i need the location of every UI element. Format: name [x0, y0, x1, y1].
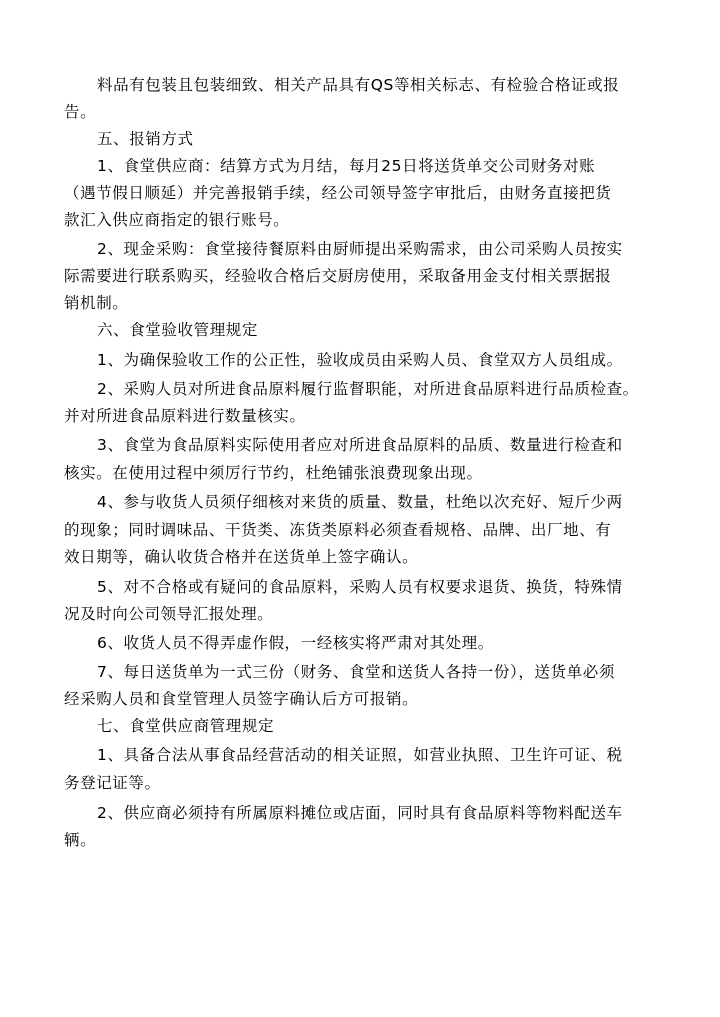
- paragraph-line: 料品有包装且包装细致、相关产品具有QS等相关标志、有检验合格证或报: [97, 76, 620, 94]
- paragraph-line: 1、食堂供应商：结算方式为月结，每月25日将送货单交公司财务对账: [97, 157, 596, 175]
- paragraph-line: 2、采购人员对所进食品原料履行监督职能，对所进食品原料进行品质检查。: [97, 380, 639, 398]
- paragraph-line: 4、参与收货人员须仔细核对来货的质量、数量，杜绝以次充好、短斤少两: [97, 493, 623, 511]
- paragraph-line: 核实。在使用过程中须厉行节约，杜绝铺张浪费现象出现。: [64, 464, 483, 482]
- paragraph-line: 告。: [64, 103, 97, 121]
- paragraph-line: 务登记证等。: [64, 774, 161, 792]
- paragraph-line: （遇节假日顺延）并完善报销手续，经公司领导签字审批后，由财务直接把货: [64, 184, 612, 202]
- section-heading: 六、食堂验收管理规定: [97, 321, 259, 339]
- paragraph-line: 3、食堂为食品原料实际使用者应对所进食品原料的品质、数量进行检查和: [97, 436, 623, 454]
- paragraph-line: 款汇入供应商指定的银行账号。: [64, 211, 290, 229]
- section-heading: 五、报销方式: [97, 130, 194, 148]
- paragraph-line: 并对所进食品原料进行数量核实。: [64, 407, 306, 425]
- paragraph-line: 辆。: [64, 831, 97, 849]
- paragraph-line: 1、具备合法从事食品经营活动的相关证照，如营业执照、卫生许可证、税: [97, 746, 623, 764]
- paragraph-line: 经采购人员和食堂管理人员签字确认后方可报销。: [64, 690, 419, 708]
- paragraph-line: 的现象；同时调味品、干货类、冻货类原料必须查看规格、品牌、出厂地、有: [64, 521, 612, 539]
- paragraph-line: 效日期等，确认收货合格并在送货单上签字确认。: [64, 548, 419, 566]
- paragraph-line: 1、为确保验收工作的公正性，验收成员由采购人员、食堂双方人员组成。: [97, 351, 623, 369]
- paragraph-line: 2、现金采购：食堂接待餐原料由厨师提出采购需求，由公司采购人员按实: [97, 240, 623, 258]
- paragraph-line: 6、收货人员不得弄虚作假，一经核实将严肃对其处理。: [97, 634, 494, 652]
- paragraph-line: 5、对不合格或有疑问的食品原料，采购人员有权要求退货、换货，特殊情: [97, 578, 623, 596]
- paragraph-line: 2、供应商必须持有所属原料摊位或店面，同时具有食品原料等物料配送车: [97, 804, 623, 822]
- paragraph-line: 销机制。: [64, 294, 129, 312]
- paragraph-line: 际需要进行联系购买，经验收合格后交厨房使用，采取备用金支付相关票据报: [64, 267, 612, 285]
- paragraph-line: 况及时向公司领导汇报处理。: [64, 605, 274, 623]
- section-heading: 七、食堂供应商管理规定: [97, 717, 275, 735]
- paragraph-line: 7、每日送货单为一式三份（财务、食堂和送货人各持一份），送货单必须: [97, 663, 615, 681]
